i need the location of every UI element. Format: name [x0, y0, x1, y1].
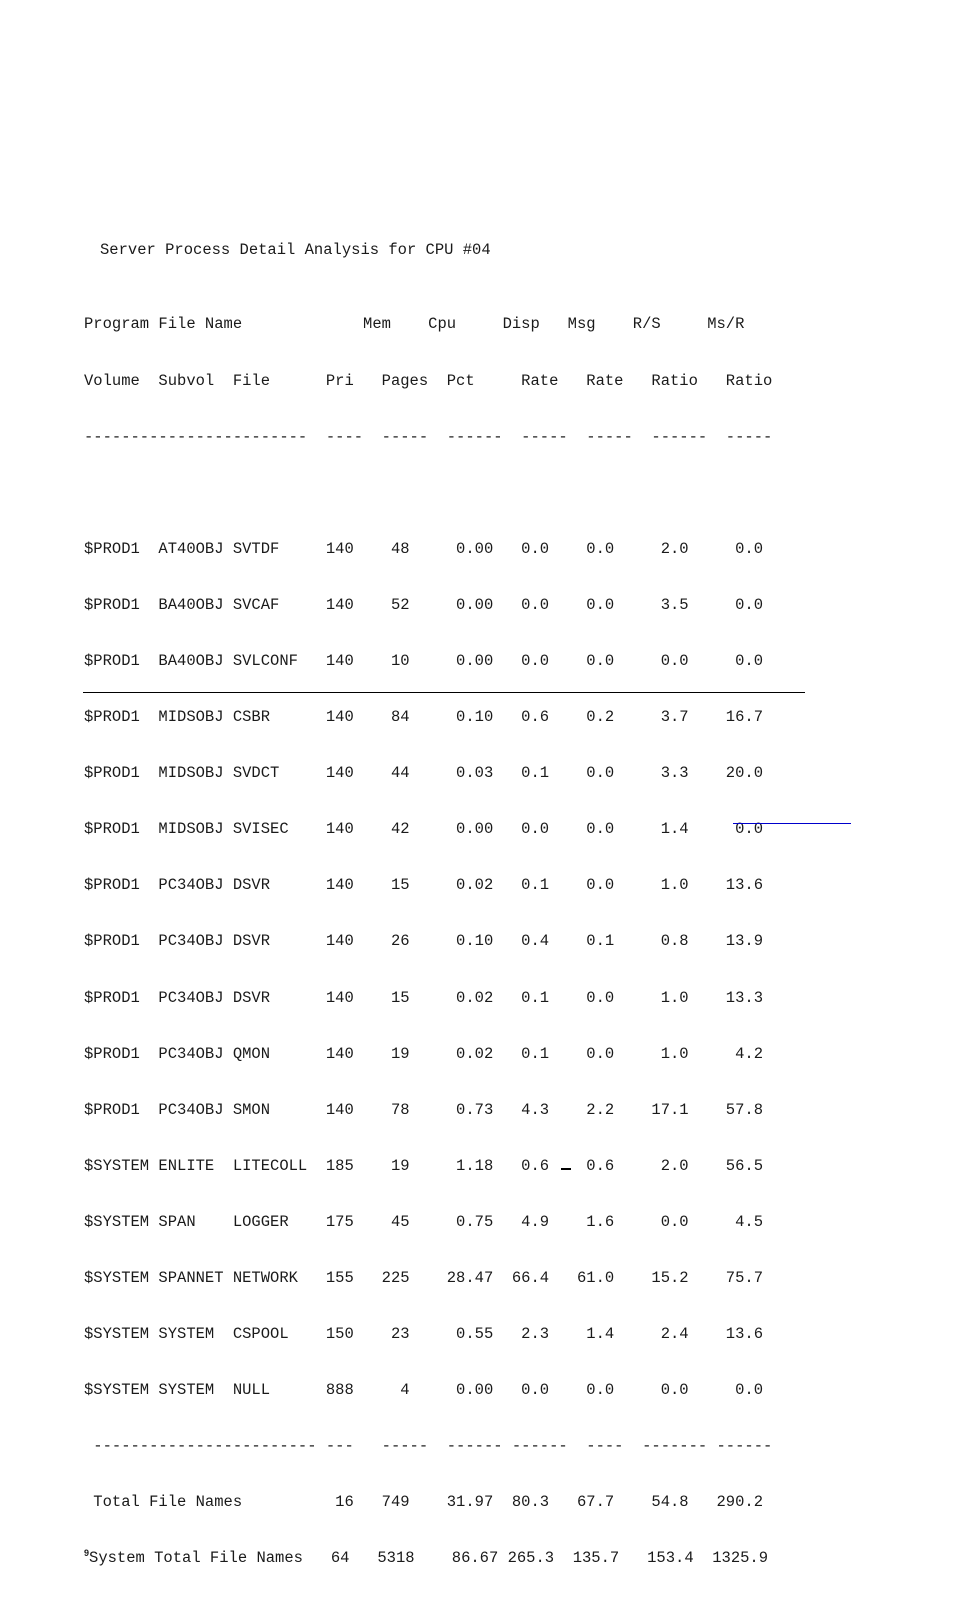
header-line-2: Volume Subvol File Pri Pages Pct Rate Rate Ratio Ratio	[84, 371, 773, 390]
system-total-text: System Total File Names 64 5318 86.67 265.3 135.7 153.4 1325.9	[89, 1549, 769, 1568]
table-row: $PROD1 MIDSOBJ SVISEC 140 42 0.00 0.0 0.0 1.4 0.0	[84, 820, 764, 839]
table-row: $PROD1 BA40OBJ SVLCONF 140 10 0.00 0.0 0.0 0.0 0.0	[84, 651, 764, 670]
report-title: Server Process Detail Analysis for CPU #04	[100, 241, 491, 259]
total-row: Total File Names 16 749 31.97 80.3 67.7 54.8 290.2	[84, 1493, 764, 1512]
report-table	[84, 278, 772, 1606]
header-separator: ------------------------ ---- ----- ------ ----- ----- ------ -----	[84, 427, 773, 446]
table-row: $SYSTEM SPANNET NETWORK 155 225 28.47 66.4 61.0 15.2 75.7	[84, 1269, 764, 1287]
totals-separator: ------------------------ --- ----- ------ ------ ---- ------- ------	[84, 1437, 773, 1456]
hyperlink-underline[interactable]	[733, 823, 851, 824]
table-row: $SYSTEM SYSTEM CSPOOL 150 23 0.55 2.3 1.4 2.4 13.6	[84, 1325, 764, 1344]
table-row: $PROD1 PC34OBJ SMON 140 78 0.73 4.3 2.2 17.1 57.8	[84, 1100, 764, 1119]
table-row: $PROD1 PC34OBJ QMON 140 19 0.02 0.1 0.0 1.0 4.2	[84, 1044, 764, 1063]
page-number-mark	[561, 1168, 571, 1170]
table-row: $SYSTEM SPAN LOGGER 175 45 0.75 4.9 1.6 0.0 4.5	[84, 1212, 764, 1231]
table-row: $PROD1 AT40OBJ SVTDF 140 48 0.00 0.0 0.0 2.0 0.0	[84, 539, 764, 558]
table-row: $PROD1 MIDSOBJ SVDCT 140 44 0.03 0.1 0.0 3.3 20.0	[84, 764, 764, 783]
footnote-marker: 9	[84, 1548, 90, 1559]
table-row: $PROD1 BA40OBJ SVCAF 140 52 0.00 0.0 0.0 3.5 0.0	[84, 595, 764, 614]
table-bottom-rule	[83, 692, 805, 693]
system-total-row	[84, 1549, 772, 1568]
table-row: $PROD1 PC34OBJ DSVR 140 26 0.10 0.4 0.1 0.8 13.9	[84, 932, 764, 951]
table-row: $PROD1 MIDSOBJ CSBR 140 84 0.10 0.6 0.2 3.7 16.7	[84, 708, 764, 727]
table-row: $PROD1 PC34OBJ DSVR 140 15 0.02 0.1 0.0 1.0 13.3	[84, 988, 764, 1007]
header-line-1: Program File Name Mem Cpu Disp Msg R/S Ms/R	[84, 315, 745, 334]
table-row: $PROD1 PC34OBJ DSVR 140 15 0.02 0.1 0.0 1.0 13.6	[84, 876, 764, 895]
table-row: $SYSTEM SYSTEM NULL 888 4 0.00 0.0 0.0 0.0 0.0	[84, 1381, 764, 1400]
table-row: $SYSTEM ENLITE LITECOLL 185 19 1.18 0.6 0.6 2.0 56.5	[84, 1156, 764, 1175]
blank-line	[84, 484, 772, 503]
